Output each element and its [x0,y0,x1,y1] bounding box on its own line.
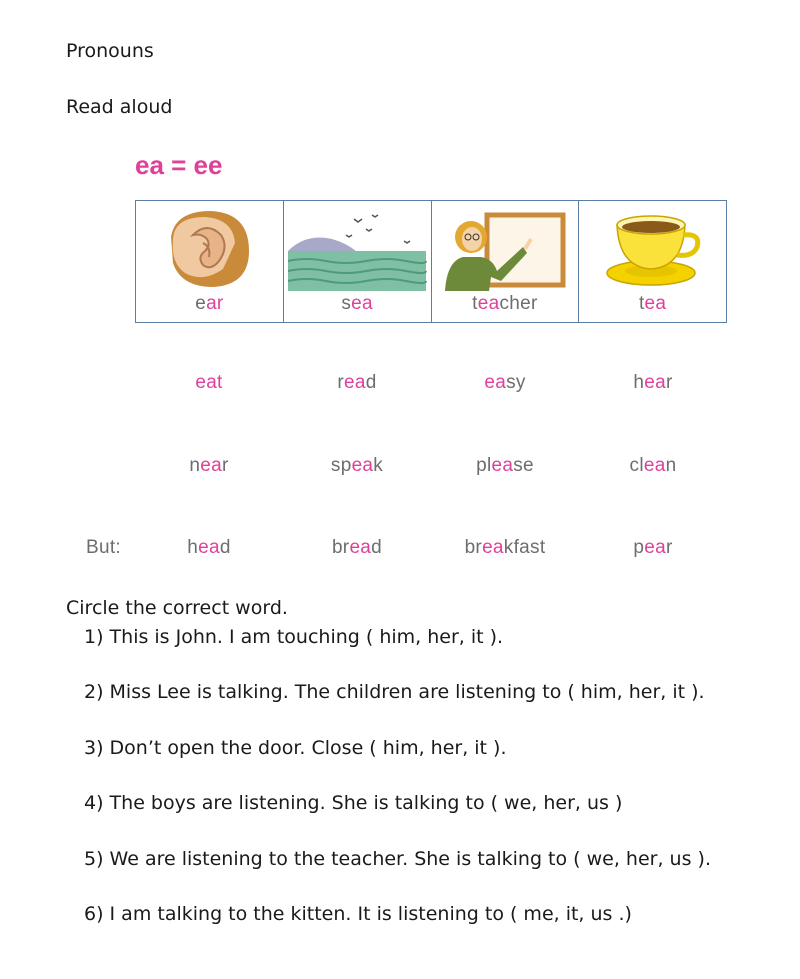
exercise-instruction: Circle the correct word. [66,597,288,619]
word-item: read [337,372,377,393]
picture-word: tea [638,293,667,314]
teacher-icon [441,207,569,291]
word-item: speak [330,455,384,476]
word-row [135,372,727,394]
question-1: 1) This is John. I am touching ( him, her, it ). [84,626,504,648]
picture-cell-ear [136,201,284,322]
picture-word: teacher [472,293,538,314]
page-title: Pronouns [66,40,154,62]
word-item: clean [629,455,677,476]
picture-cell-teacher [432,201,580,322]
picture-cell-sea [284,201,432,322]
word-row [135,537,727,559]
word-row [135,455,727,477]
word-item: eat [195,372,223,393]
picture-table [135,200,727,323]
word-item: head [187,537,231,558]
word-item: please [476,455,534,476]
but-label: But: [86,537,121,558]
question-5: 5) We are listening to the teacher. She is talking to ( we, her, us ). [84,848,711,870]
word-item: easy [484,372,526,393]
sea-icon [286,207,428,291]
word-item: pear [633,537,673,558]
question-2: 2) Miss Lee is talking. The children are listening to ( him, her, it ). [84,681,705,703]
question-6: 6) I am talking to the kitten. It is listening to ( me, it, us .) [84,903,632,925]
section-heading: Read aloud [66,96,173,118]
question-4: 4) The boys are listening. She is talking to ( we, her, us ) [84,792,623,814]
word-item: bread [331,537,383,558]
picture-word: ear [195,293,224,314]
word-item: hear [633,372,673,393]
ear-icon [163,207,255,291]
picture-cell-tea [579,201,726,322]
question-3: 3) Don’t open the door. Close ( him, her, it ). [84,737,507,759]
word-item: breakfast [464,537,546,558]
picture-word: sea [341,293,373,314]
tea-cup-icon [603,207,703,291]
phonics-rule: ea = ee [135,150,223,180]
word-item: near [189,455,229,476]
